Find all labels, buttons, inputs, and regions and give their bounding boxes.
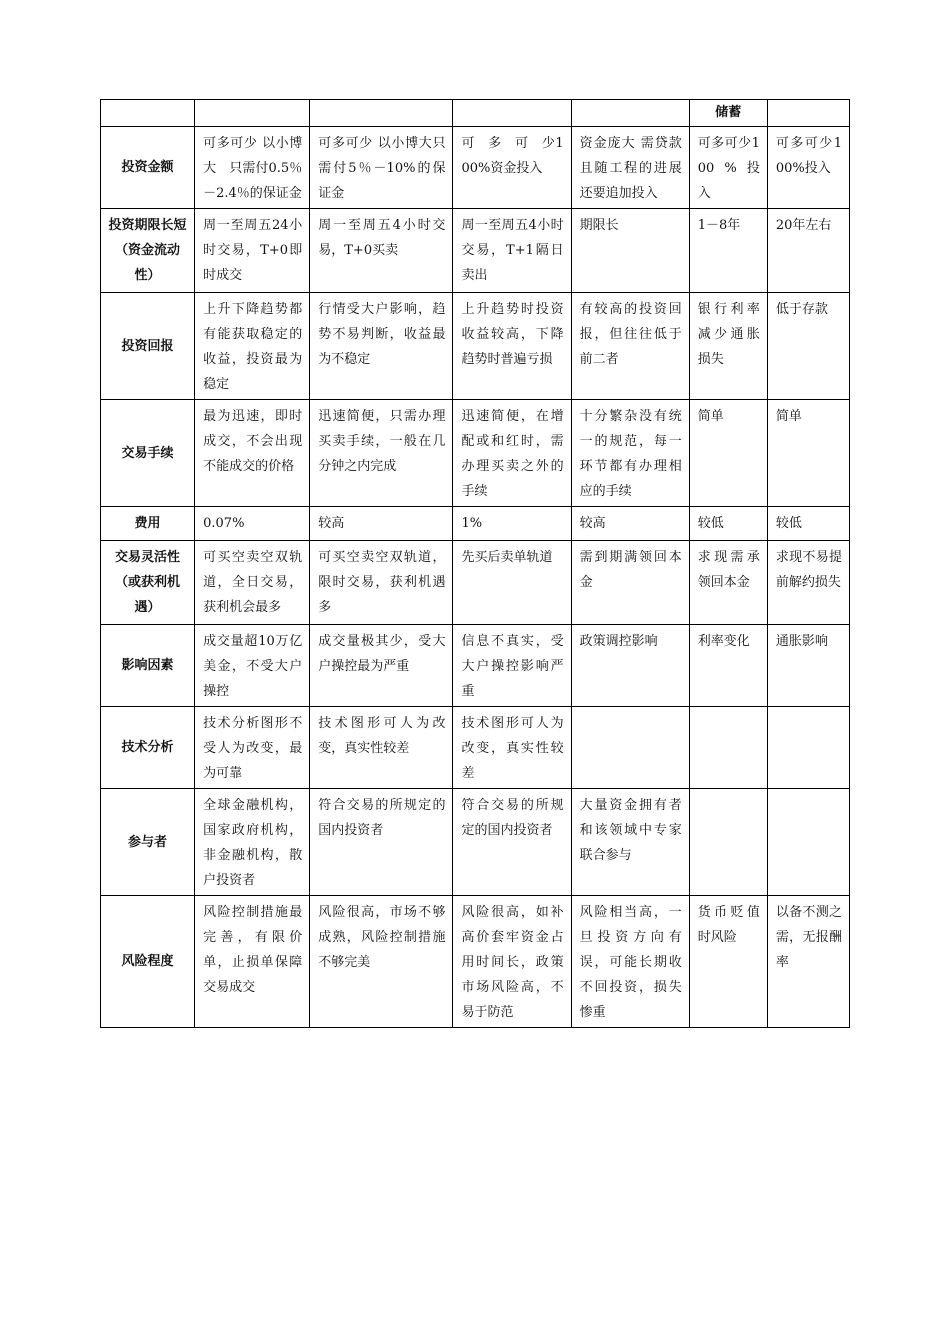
row-label: 参与者	[101, 789, 195, 896]
table-cell: 技术图形可人为改变，真实性较差	[310, 707, 453, 789]
table-cell	[767, 789, 849, 896]
table-cell: 求现需承领回本金	[689, 541, 767, 625]
table-cell: 大量资金拥有者和该领域中专家联合参与	[571, 789, 689, 896]
table-cell: 简单	[767, 400, 849, 507]
table-cell: 需到期满领回本金	[571, 541, 689, 625]
table-cell: 较高	[310, 507, 453, 541]
table-cell: 周一至周五4小时交易，T+0买卖	[310, 209, 453, 293]
table-cell: 成交量超10万亿美金，不受大户操控	[195, 625, 310, 707]
row-label: 技术分析	[101, 707, 195, 789]
table-cell: 较高	[571, 507, 689, 541]
table-cell: 以备不测之需，无报酬率	[767, 896, 849, 1028]
table-cell: 符合交易的所规定的国内投资者	[453, 789, 571, 896]
table-cell: 先买后卖单轨道	[453, 541, 571, 625]
table-cell: 求现不易提前解约损失	[767, 541, 849, 625]
table-cell: 可 多 可 少100%资金投入	[453, 127, 571, 209]
table-cell: 全球金融机构，国家政府机构，非金融机构，散户投资者	[195, 789, 310, 896]
table-cell: 技术图形可人为改变，真实性较差	[453, 707, 571, 789]
table-cell: 可买空卖空双轨道，限时交易，获利机遇多	[310, 541, 453, 625]
table-cell: 期限长	[571, 209, 689, 293]
table-cell: 可买空卖空双轨道，全日交易，获利机会最多	[195, 541, 310, 625]
table-cell: 上升趋势时投资收益较高，下降趋势时普遍亏损	[453, 293, 571, 400]
table-cell: 银行利率减少通胀损失	[689, 293, 767, 400]
row-label: 投资金额	[101, 127, 195, 209]
table-cell: 有较高的投资回报，但往往低于前二者	[571, 293, 689, 400]
row-label: 交易灵活性（或获利机遇）	[101, 541, 195, 625]
table-cell: 周一至周五24小时交易，T+0即时成交	[195, 209, 310, 293]
row-label: 影响因素	[101, 625, 195, 707]
table-cell	[571, 707, 689, 789]
table-cell: 最为迅速，即时成交，不会出现不能成交的价格	[195, 400, 310, 507]
header-cell	[101, 100, 195, 127]
table-row	[101, 293, 850, 400]
table-cell: 技术分析图形不受人为改变，最为可靠	[195, 707, 310, 789]
table-cell: 资金庞大 需贷款且随工程的进展还要追加投入	[571, 127, 689, 209]
header-cell	[767, 100, 849, 127]
table-cell: 政策调控影响	[571, 625, 689, 707]
table-cell: 简单	[689, 400, 767, 507]
table-cell: 可多可少 以小博大只需付5％－10%的保证金	[310, 127, 453, 209]
table-cell: 1－8年	[689, 209, 767, 293]
table-cell: 成交量极其少，受大户操控最为严重	[310, 625, 453, 707]
table-row	[101, 625, 850, 707]
table-cell: 可多可少 以小博大 只需付0.5％－2.4％的保证金	[195, 127, 310, 209]
table-cell: 迅速简便，只需办理买卖手续，一般在几分钟之内完成	[310, 400, 453, 507]
table-cell: 可多可少100 % 投入	[689, 127, 767, 209]
table-row	[101, 896, 850, 1028]
table-cell: 0.07%	[195, 507, 310, 541]
table-cell: 货币贬值时风险	[689, 896, 767, 1028]
table-row	[101, 209, 850, 293]
table-cell: 风险很高，市场不够成熟，风险控制措施不够完美	[310, 896, 453, 1028]
row-label: 费用	[101, 507, 195, 541]
table-cell: 较低	[689, 507, 767, 541]
table-row	[101, 507, 850, 541]
row-label: 投资期限长短（资金流动性）	[101, 209, 195, 293]
header-row	[101, 100, 850, 127]
header-cell-savings: 储蓄	[689, 100, 767, 127]
table-cell	[767, 707, 849, 789]
table-cell: 风险很高，如补高价套牢资金占用时间长，政策市场风险高，不易于防范	[453, 896, 571, 1028]
table-cell: 低于存款	[767, 293, 849, 400]
table-cell: 利率变化	[689, 625, 767, 707]
row-label: 风险程度	[101, 896, 195, 1028]
table-cell: 风险相当高，一旦投资方向有误，可能长期收不回投资，损失惨重	[571, 896, 689, 1028]
table-cell: 通胀影响	[767, 625, 849, 707]
table-cell: 上升下降趋势都有能获取稳定的收益，投资最为稳定	[195, 293, 310, 400]
table-cell: 符合交易的所规定的国内投资者	[310, 789, 453, 896]
comparison-table	[100, 99, 850, 1028]
table-cell: 可多可少100%投入	[767, 127, 849, 209]
table-row	[101, 707, 850, 789]
header-cell	[571, 100, 689, 127]
table-cell: 1%	[453, 507, 571, 541]
header-cell	[310, 100, 453, 127]
row-label: 投资回报	[101, 293, 195, 400]
row-label: 交易手续	[101, 400, 195, 507]
table-cell: 较低	[767, 507, 849, 541]
table-cell: 迅速简便，在增配或和红时，需办理买卖之外的手续	[453, 400, 571, 507]
table-row	[101, 789, 850, 896]
table-cell	[689, 789, 767, 896]
table-cell: 信息不真实，受大户操控影响严重	[453, 625, 571, 707]
header-cell	[453, 100, 571, 127]
table-row	[101, 400, 850, 507]
table-cell	[689, 707, 767, 789]
table-row	[101, 541, 850, 625]
table-row	[101, 127, 850, 209]
header-cell	[195, 100, 310, 127]
table-cell: 行情受大户影响，趋势不易判断，收益最为不稳定	[310, 293, 453, 400]
table-cell: 周一至周五4小时交易，T+1隔日卖出	[453, 209, 571, 293]
table-cell: 20年左右	[767, 209, 849, 293]
table-cell: 十分繁杂没有统一的规范，每一环节都有办理相应的手续	[571, 400, 689, 507]
table-cell: 风险控制措施最完善，有限价单，止损单保障交易成交	[195, 896, 310, 1028]
